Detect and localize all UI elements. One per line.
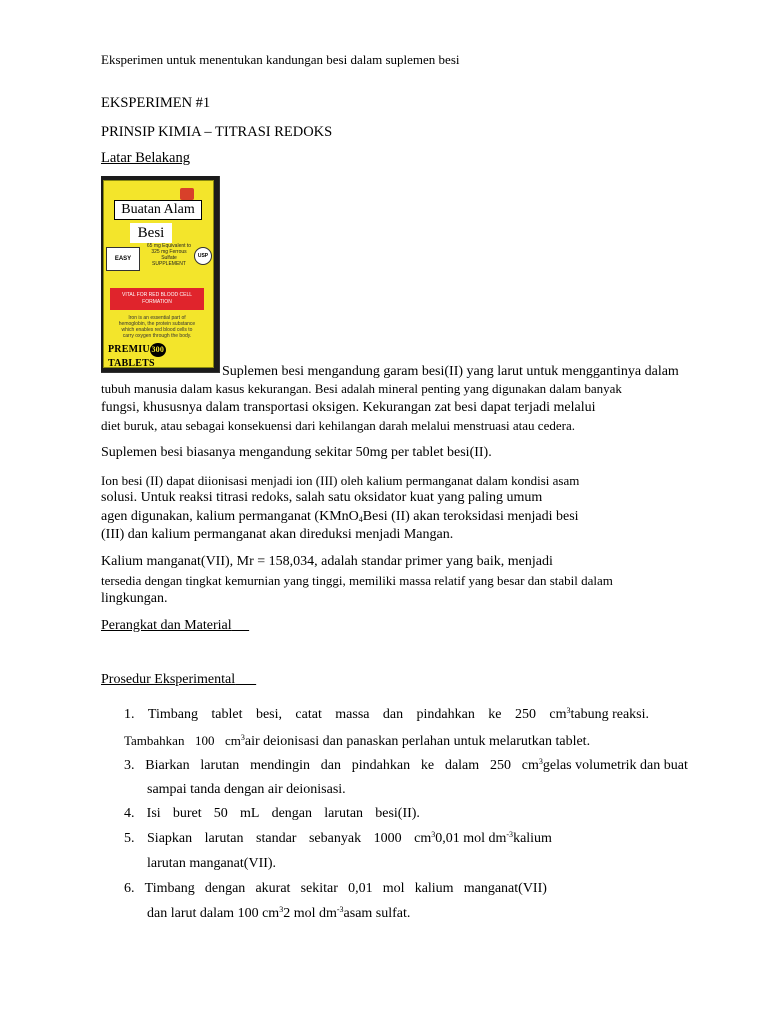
step-2-word-a: Tambahkan [124,733,185,748]
step-word: dengan [204,881,246,896]
product-name: Besi [130,223,172,243]
step-word: buret [172,806,202,821]
premium-right-text: TABLETS [108,358,155,368]
paragraph-4-line-2: tersedia dengan tingkat kemurnian yang tinggi, memiliki massa relatif yang besar dan stabil dalam [101,573,613,588]
step-word: mol [382,881,405,896]
step-word: larutan [204,831,244,846]
step-word: 250 [489,758,511,773]
step-5-line-2: larutan manganat(VII). [147,856,277,871]
paragraph-2: Suplemen besi biasanya mengandung sekitar 50mg per tablet besi(II). [101,445,492,460]
step-word: mendingin [250,758,310,773]
step-5-unit [414,831,552,847]
subscript-4: 4 [358,515,363,524]
step-2-tail: air deionisasi dan panaskan perlahan untuk melarutkan tablet. [244,734,591,749]
step-word: tablet [211,707,243,722]
step-2-word-b: 100 [194,733,215,748]
brand-logo-icon [180,188,194,200]
step-6-line-2-c: asam sulfat. [343,906,411,921]
usp-badge: USP [194,247,212,265]
step-word: dalam [444,758,480,773]
procedure-heading-trail [235,672,256,687]
step-word: akurat [255,881,291,896]
step-word: Timbang [144,881,195,896]
product-box-face [103,180,214,368]
paragraph-3-line-3-b: Besi (II) akan teroksidasi menjadi besi [362,509,579,524]
background-heading: Latar Belakang [101,150,190,166]
step-word: mL [239,806,260,821]
equipment-heading [101,618,249,634]
paragraph-3-line-1: Ion besi (II) dapat diionisasi menjadi ion (III) oleh kalium permanganat dalam kondisi asam [101,473,580,488]
product-vital-banner: VITAL FOR RED BLOOD CELL FORMATION [110,288,204,310]
step-word: besi(II). [375,806,420,821]
superscript-3: 3 [538,757,543,766]
step-word: standar [256,831,297,846]
superscript-3: 3 [279,905,284,914]
step-word: 50 [213,806,228,821]
step-4 [124,806,420,822]
step-3-line-2: sampai tanda dengan air deionisasi. [147,782,346,797]
step-word: sekitar [300,881,338,896]
step-5-cm: cm [414,831,432,846]
step-1-unit [549,707,649,723]
step-word: pindahkan [351,758,411,773]
step-word: besi, [255,707,282,722]
step-word: dengan [271,806,313,821]
superscript-minus-3: -3 [336,905,344,914]
product-image [101,176,220,373]
product-brand: Buatan Alam [114,200,202,220]
step-1-tail: tabung reaksi. [570,707,649,722]
paragraph-4-line-1: Kalium manganat(VII), Mr = 158,034, adalah standar primer yang baik, menjadi [101,554,553,569]
step-word: massa [335,707,370,722]
superscript-3: 3 [431,830,436,839]
step-word: 1000 [373,831,402,846]
step-3 [124,758,688,774]
paragraph-1-line-1: Suplemen besi mengandung garam besi(II) yang larut untuk menggantinya dalam [222,364,679,379]
equipment-heading-trail [232,618,250,633]
paragraph-3-line-4: (III) dan kalium permanganat akan direduksi menjadi Mangan. [101,527,454,542]
step-word: cm [521,758,539,773]
paragraph-1-line-4: diet buruk, atau sebagai konsekuensi dari kehilangan darah melalui menstruasi atau cedera. [101,418,575,433]
premium-left-text: PREMIU [108,344,150,355]
paragraph-3-line-2: solusi. Untuk reaksi titrasi redoks, salah satu oksidator kuat yang paling umum [101,490,543,505]
step-3-number: 3. [124,758,135,773]
step-word: dan [382,707,404,722]
step-word: sebanyak [308,831,362,846]
paragraph-3-line-3 [101,509,579,525]
step-6-line-2-a: dan larut dalam 100 cm [147,906,280,921]
step-word: dan [320,758,341,773]
step-1 [124,707,649,723]
step-word: larutan [324,806,364,821]
paragraph-4-line-3: lingkungan. [101,591,168,606]
step-word: Isi [146,806,161,821]
step-word: catat [295,707,322,722]
easy-swallow-badge: EASY [106,247,140,271]
experiment-title: EKSPERIMEN #1 [101,95,211,111]
step-word: 0,01 [348,881,373,896]
product-premium-label [108,343,208,368]
step-6-line-2-b: 2 mol dm [283,906,337,921]
tablet-count-badge: 300 [150,343,166,357]
paragraph-3-line-3-a: agen digunakan, kalium permanganat (KMnO [101,509,359,524]
step-word: kalium [414,881,454,896]
paragraph-1-line-3: fungsi, khususnya dalam transportasi oksigen. Kekurangan zat besi dapat terjadi melalui [101,400,596,415]
step-word: Biarkan [145,758,190,773]
step-word: larutan [200,758,240,773]
step-word: manganat(VII) [463,881,547,896]
step-word: Timbang [147,707,198,722]
step-word: ke [488,707,502,722]
step-2-word-c: cm [224,733,241,748]
superscript-3: 3 [240,733,245,742]
procedure-heading-text: Prosedur Eksperimental [101,672,236,687]
step-5-tail: kalium [513,831,552,846]
step-6 [124,881,547,897]
step-4-number: 4. [124,806,135,821]
product-dose: 65 mg Equivalent to 325 mg Ferrous Sulfate SUPPLEMENT [146,243,192,267]
step-3-tail: gelas volumetrik dan buat [542,758,688,773]
step-6-number: 6. [124,881,135,896]
step-5-mid: 0,01 mol dm [435,831,507,846]
step-6-line-2 [147,906,410,922]
step-word: cm [549,707,567,722]
superscript-minus-3: -3 [506,830,514,839]
step-word: ke [420,758,435,773]
equipment-heading-text: Perangkat dan Material [101,618,232,633]
step-2 [124,733,590,750]
paragraph-1-line-2: tubuh manusia dalam kasus kekurangan. Besi adalah mineral penting yang digunakan dalam banyak [101,381,622,396]
step-3-unit [522,758,688,774]
step-1-number: 1. [124,707,135,722]
product-description: Iron is an essential part of hemoglobin, the protein substance which enables red blood cells to carry oxygen through the body. [118,315,196,339]
step-word: pindahkan [416,707,475,722]
document-header: Eksperimen untuk menentukan kandungan besi dalam suplemen besi [101,52,460,67]
procedure-heading [101,672,256,688]
step-word: 250 [514,707,536,722]
step-5 [124,831,552,847]
step-5-number: 5. [124,831,135,846]
superscript-3: 3 [566,706,571,715]
principle-title: PRINSIP KIMIA – TITRASI REDOKS [101,124,333,140]
step-word: Siapkan [147,831,193,846]
